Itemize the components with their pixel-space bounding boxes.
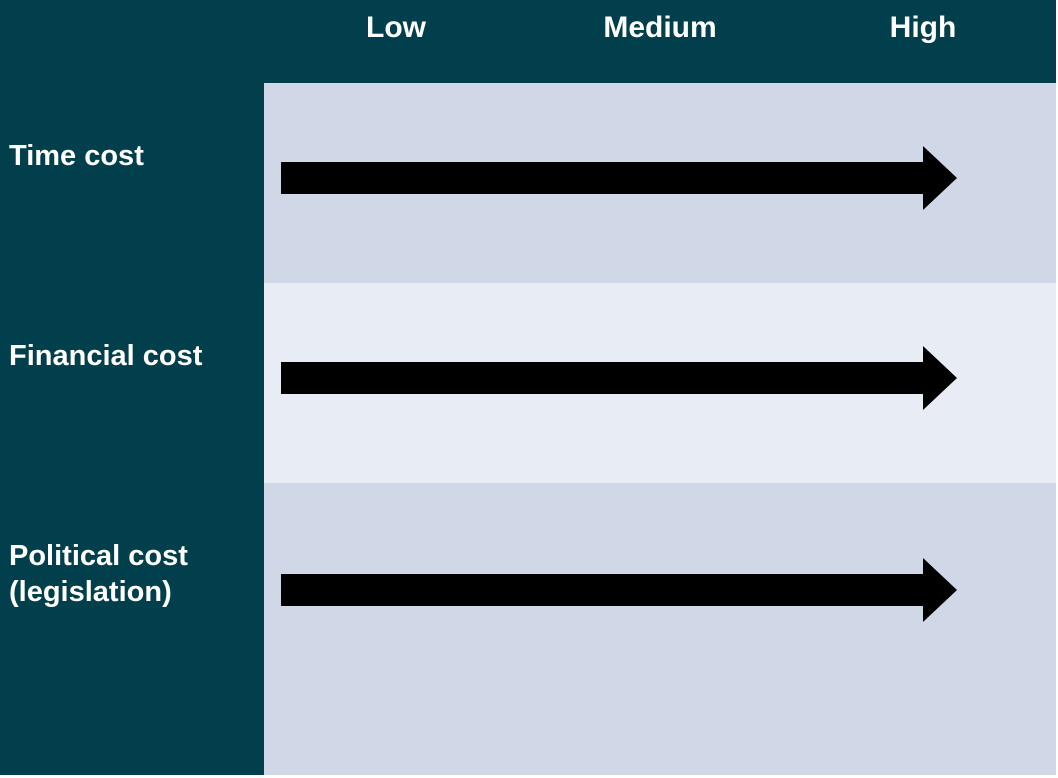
row-label-time-cost: Time cost	[9, 140, 144, 172]
column-label-low: Low	[366, 11, 426, 44]
column-label-high: High	[889, 11, 957, 44]
column-label-medium: Medium	[603, 11, 717, 44]
arrow-right-icon	[281, 558, 957, 622]
row-band-political-cost	[264, 483, 1056, 775]
row-label-column	[0, 0, 264, 775]
row-label-political-cost: Political cost (legislation)	[9, 540, 188, 608]
arrow-right-icon	[281, 146, 957, 210]
arrow-right-icon	[281, 346, 957, 410]
row-label-financial-cost: Financial cost	[9, 340, 203, 372]
